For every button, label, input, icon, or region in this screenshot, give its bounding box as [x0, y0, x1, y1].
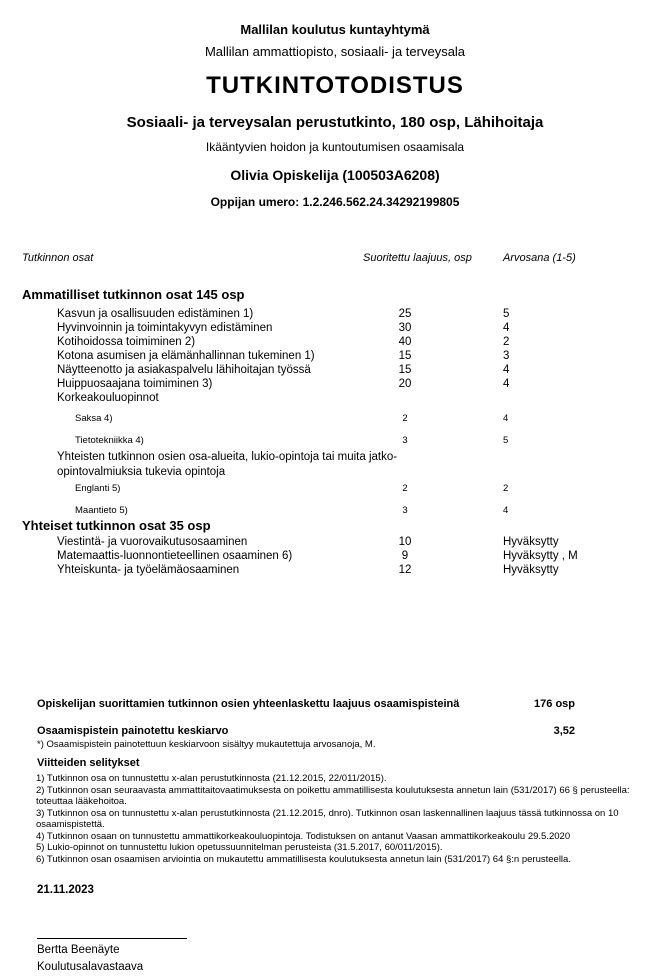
course-grade: 4	[503, 505, 509, 516]
course-grade: 2	[503, 483, 509, 494]
course-name: Näytteenotto ja asiakaspalvelu lähihoitajan työssä	[57, 364, 311, 376]
course-extent: 15	[398, 364, 412, 376]
institution-name: Mallilan ammattiopisto, sosiaali- ja terveysala	[204, 44, 466, 59]
column-header-grade: Arvosana (1-5)	[503, 252, 576, 264]
table-subrow	[0, 483, 670, 495]
table-row	[0, 336, 670, 350]
course-name: Tietotekniikka 4)	[75, 435, 144, 446]
table-subrow	[0, 435, 670, 447]
course-name: Kotihoidossa toimiminen 2)	[57, 336, 196, 348]
course-extent: 30	[398, 322, 412, 334]
learner-number: Oppijan umero: 1.2.246.562.24.34292199805	[210, 195, 460, 209]
course-grade: 4	[503, 378, 510, 390]
course-grade: 2	[503, 336, 510, 348]
footnotes-list	[36, 773, 652, 865]
table-subrow	[0, 505, 670, 517]
footnote: 4) Tutkinnon osaan on tunnustettu ammattikorkeakouluopintoja. Todistuksen on antanut Vaasan ammattikorkeakoulu 29.5.2020	[36, 830, 571, 842]
course-name: Saksa 4)	[75, 413, 113, 424]
table-subrow	[0, 413, 670, 425]
total-extent-label: Opiskelijan suorittamien tutkinnon osien yhteenlaskettu laajuus osaamispisteinä	[37, 698, 460, 710]
course-name: Maantieto 5)	[75, 505, 128, 516]
table-row	[0, 536, 670, 550]
course-grade: 4	[503, 364, 510, 376]
course-extent: 12	[398, 564, 412, 576]
course-name: Kotona asumisen ja elämänhallinnan tukeminen 1)	[57, 350, 315, 362]
gpa-value: 3,52	[553, 725, 575, 737]
document-title: TUTKINTOTODISTUS	[206, 72, 464, 99]
gpa-note: *) Osaamispistein painotettuun keskiarvoon sisältyy mukautettuja arvosanoja, M.	[37, 739, 376, 750]
table-row	[0, 550, 670, 564]
section-title-common: Yhteiset tutkinnon osat 35 osp	[22, 518, 211, 533]
table-row	[0, 392, 670, 406]
course-extent: 2	[402, 413, 408, 424]
course-extent: 2	[402, 483, 408, 494]
course-extent: 20	[398, 378, 412, 390]
course-grade: Hyväksytty	[503, 536, 559, 548]
course-name: Englanti 5)	[75, 483, 121, 494]
gpa-label: Osaamispistein painotettu keskiarvo	[37, 725, 229, 737]
course-grade: Hyväksytty	[503, 564, 559, 576]
signer-name: Bertta Beenäyte	[37, 944, 120, 956]
table-row	[0, 308, 670, 322]
course-grade: 4	[503, 322, 510, 334]
course-grade: 5	[503, 435, 509, 446]
course-extent: 9	[401, 550, 409, 562]
organization-name: Mallilan koulutus kuntayhtymä	[240, 22, 430, 37]
footnote: 6) Tutkinnon osan osaamisen arviointia on mukautettu ammatillisesta koulutuksesta annetun lain (531/2017) 64 §:n perusteella.	[36, 853, 571, 865]
document-date: 21.11.2023	[37, 884, 94, 896]
course-extent: 10	[398, 536, 412, 548]
footnotes-title: Viitteiden selitykset	[37, 757, 140, 769]
signer-role: Koulutusalavastaava	[37, 961, 144, 973]
footnote: 3) Tutkinnon osa on tunnustettu x-alan perustutkinnosta (21.12.2015, dnro). Tutkinnon osan laskennallinen laajuus tässä tutkinnossa on 10 osaamispistettä.	[36, 807, 619, 830]
signature-line	[37, 938, 187, 939]
degree-title: Sosiaali- ja terveysalan perustutkinto, 180 osp, Lähihoitaja	[126, 114, 544, 131]
table-row	[0, 350, 670, 364]
student-name: Olivia Opiskelija (100503A6208)	[230, 167, 440, 183]
course-extent: 25	[398, 308, 412, 320]
course-grade: 4	[503, 413, 509, 424]
column-header-name: Tutkinnon osat	[22, 252, 94, 264]
competence-area: Ikääntyvien hoidon ja kuntoutumisen osaamisala	[205, 140, 465, 154]
course-extent: 3	[402, 505, 408, 516]
table-row	[0, 378, 670, 392]
course-name: Hyvinvoinnin ja toimintakyvyn edistäminen	[57, 322, 273, 334]
course-grade: Hyväksytty , M	[503, 550, 578, 562]
table-row	[0, 322, 670, 336]
course-grade: 3	[503, 350, 510, 362]
total-extent-value: 176 osp	[534, 698, 575, 710]
group-heading: Yhteisten tutkinnon osien osa-alueita, lukio-opintoja tai muita jatko-opintovalmiuksia tukevia opintoja	[57, 451, 398, 478]
table-row	[0, 364, 670, 378]
course-name: Viestintä- ja vuorovaikutusosaaminen	[57, 536, 248, 548]
course-name: Huippuosaajana toimiminen 3)	[57, 378, 213, 390]
section-title-vocational: Ammatilliset tutkinnon osat 145 osp	[22, 287, 245, 302]
footnote: 2) Tutkinnon osan seuraavasta ammattitaitovaatimuksesta on poikettu ammatillisesta koulutuksesta annetun lain (531/2017) 66 § perusteella: toteuttaa lääkehoitoa.	[36, 784, 630, 807]
course-name: Kasvun ja osallisuuden edistäminen 1)	[57, 308, 254, 320]
course-extent: 3	[402, 435, 408, 446]
course-extent: 15	[398, 350, 412, 362]
course-name: Yhteiskunta- ja työelämäosaaminen	[57, 564, 240, 576]
footnote: 5) Lukio-opinnot on tunnustettu lukion opetussuunnitelman perusteista (31.5.2017, 60/011/2015).	[36, 842, 443, 853]
course-name: Korkeakouluopinnot	[57, 392, 159, 404]
footnote: 1) Tutkinnon osa on tunnustettu x-alan perustutkinnosta (21.12.2015, 22/011/2015).	[36, 773, 387, 784]
course-name: Matemaattis-luonnontieteellinen osaaminen 6)	[57, 550, 293, 562]
course-grade: 5	[503, 308, 510, 320]
table-row	[0, 564, 670, 578]
course-extent: 40	[398, 336, 412, 348]
column-header-extent: Suoritettu laajuus, osp	[363, 252, 472, 264]
